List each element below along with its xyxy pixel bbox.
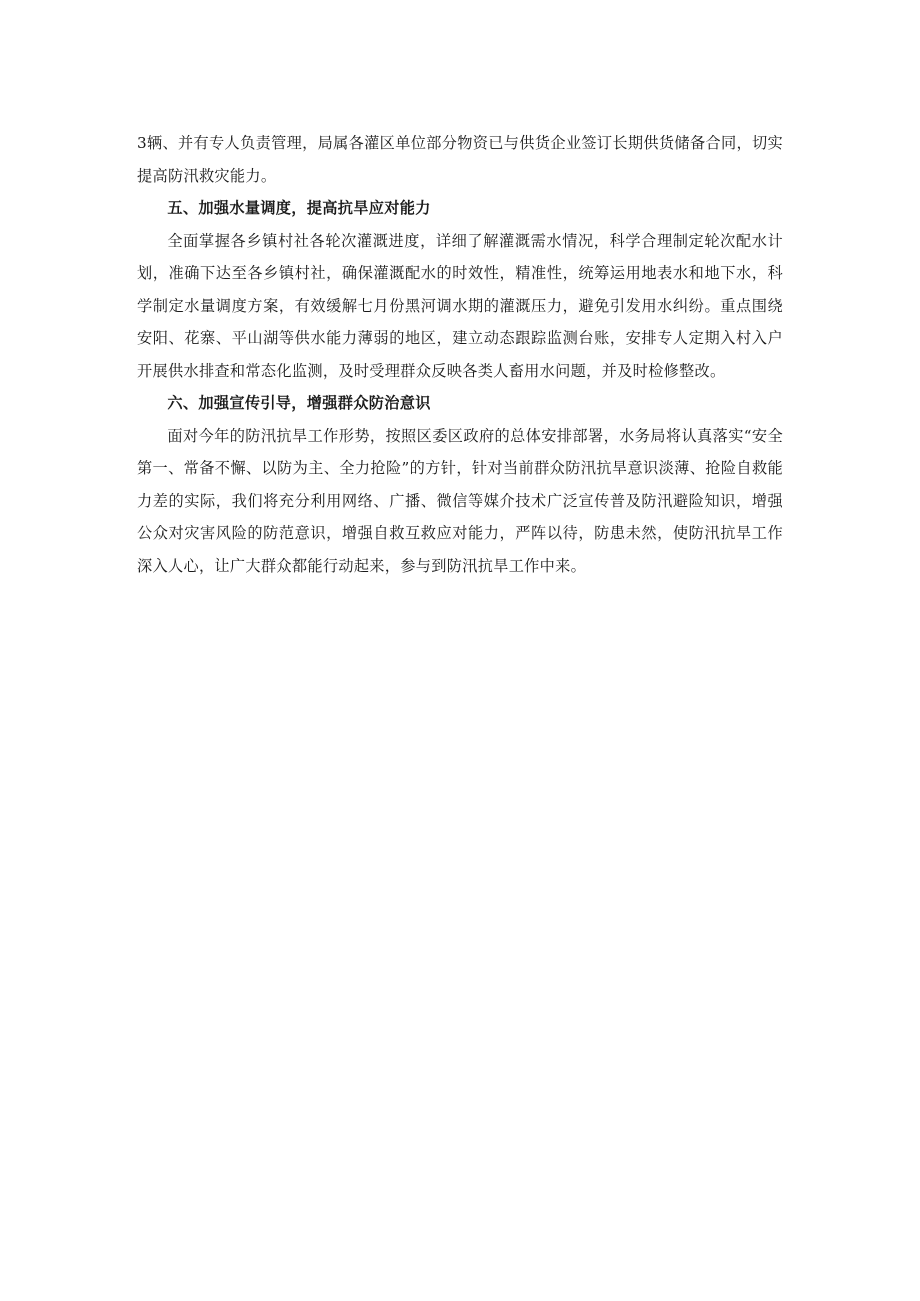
paragraph-water-dispatch: 全面掌握各乡镇村社各轮次灌溉进度，详细了解灌溉需水情况，科学合理制定轮次配水计划，准确下达至各乡镇村社，确保灌溉配水的时效性，精准性，统筹运用地表水和地下水，科学制定水量调度方案，有效缓解七月份黑河调水期的灌溉压力，避免引发用水纠纷。重点围绕安阳、花寨、平山湖等供水能力薄弱的地区，建立动态跟踪监测台账，安排专人定期入村入户开展供水排查和常态化监测，及时受理群众反映各类人畜用水问题，并及时检修整改。 [137,231,783,380]
section-heading-six: 六、加强宣传引导，增强群众防治意识 [167,394,431,412]
document-body [137,127,783,582]
paragraph-publicity: 面对今年的防汛抗旱工作形势，按照区委区政府的总体安排部署，水务局将认真落实“安全第一、常备不懈、以防为主、全力抢险”的方针，针对当前群众防汛抗旱意识淡薄、抢险自救能力差的实际，我们将充分利用网络、广播、微信等媒介技术广泛宣传普及防汛避险知识，增强公众对灾害风险的防范意识，增强自救互救应对能力，严阵以待，防患未然，使防汛抗旱工作深入人心，让广大群众都能行动起来，参与到防汛抗旱工作中来。 [137,426,783,575]
section-heading-five: 五、加强水量调度，提高抗旱应对能力 [167,199,431,217]
paragraph-continuation: 3辆、并有专人负责管理，局属各灌区单位部分物资已与供货企业签订长期供货储备合同，切实提高防汛救灾能力。 [137,134,783,185]
